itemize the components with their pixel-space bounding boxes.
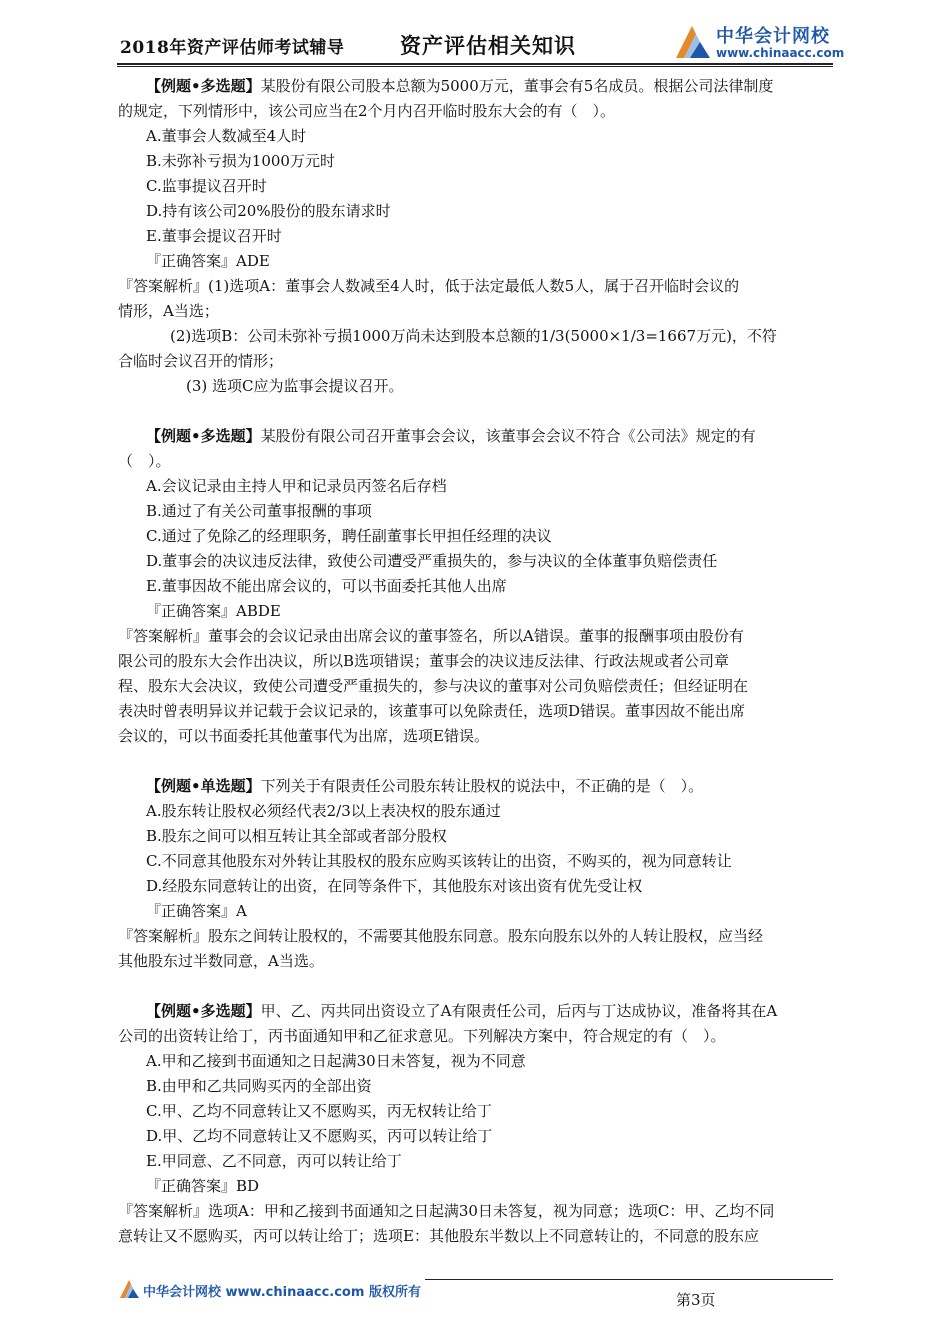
logo-name: 中华会计网校 — [716, 26, 830, 47]
header-center-title: 资产评估相关知识 — [400, 33, 576, 58]
q1-analysis-line: (3) 选项C应为监事会提议召开。 — [186, 377, 404, 395]
header-rule — [117, 63, 833, 65]
header-rule-thin — [117, 66, 833, 67]
q4-option-a: A.甲和乙接到书面通知之日起满30日未答复，视为不同意 — [146, 1052, 526, 1070]
q1-analysis-line: 情形，A当选； — [118, 302, 219, 320]
q2-stem-b: （ ）。 — [118, 452, 171, 470]
q4-option-b: B.由甲和乙共同购买丙的全部出资 — [146, 1077, 372, 1095]
footer-logo-icon — [118, 1278, 140, 1300]
q4-stem-a: 甲、乙、丙共同出资设立了A有限责任公司，后丙与丁达成协议，准备将其在A — [260, 1002, 778, 1020]
q1-option-d: D.持有该公司20%股份的股东请求时 — [146, 202, 391, 220]
q4-option-c: C.甲、乙均不同意转让又不愿购买，丙无权转让给丁 — [146, 1102, 492, 1120]
q3-option-c: C.不同意其他股东对外转让其股权的股东应购买该转让的出资，不购买的，视为同意转让 — [146, 852, 732, 870]
q4-tag: 【例题•多选题】 — [146, 1002, 261, 1020]
q1-option-b: B.未弥补亏损为1000万元时 — [146, 152, 335, 170]
q1-option-a: A.董事会人数减至4人时 — [146, 127, 307, 145]
q4-analysis-line: 『答案解析』选项A：甲和乙接到书面通知之日起满30日未答复，视为同意；选项C：甲、乙均不同 — [118, 1202, 775, 1220]
q1-tag: 【例题•多选题】 — [146, 77, 261, 95]
q1-stem — [118, 74, 836, 99]
q1-option-c: C.监事提议召开时 — [146, 177, 267, 195]
q2-option-b: B.通过了有关公司董事报酬的事项 — [146, 502, 372, 520]
q2-analysis-line: 程、股东大会决议，致使公司遭受严重损失的，参与决议的董事对公司负赔偿责任；但经证明在 — [118, 677, 749, 695]
q3-tag: 【例题•单选题】 — [146, 777, 261, 795]
q2-answer: 『正确答案』ABDE — [146, 602, 281, 620]
header-left-title: 2018年资产评估师考试辅导 — [120, 38, 345, 58]
q3-stem-a: 下列关于有限责任公司股东转让股权的说法中，不正确的是（ ）。 — [260, 777, 704, 795]
q1-analysis-line: 『答案解析』(1)选项A：董事会人数减至4人时，低于法定最低人数5人，属于召开临时会议的 — [118, 277, 740, 295]
footer-site-link[interactable]: 中华会计网校 www.chinaacc.com 版权所有 — [143, 1285, 421, 1300]
q1-stem-b: 的规定，下列情形中，该公司应当在2个月内召开临时股东大会的有（ ）。 — [118, 102, 616, 120]
q2-stem — [118, 424, 836, 449]
page-number: 第3页 — [676, 1291, 716, 1309]
q3-analysis-line: 其他股东过半数同意，A当选。 — [118, 952, 324, 970]
q2-analysis-line: 会议的，可以书面委托其他董事代为出席，选项E错误。 — [118, 727, 489, 745]
q3-answer: 『正确答案』A — [146, 902, 247, 920]
q4-option-e: E.甲同意、乙不同意，丙可以转让给丁 — [146, 1152, 402, 1170]
q3-analysis-line: 『答案解析』股东之间转让股权的，不需要其他股东同意。股东向股东以外的人转让股权，应当经 — [118, 927, 764, 945]
q1-option-e: E.董事会提议召开时 — [146, 227, 282, 245]
q2-stem-a: 某股份有限公司召开董事会会议，该董事会会议不符合《公司法》规定的有 — [260, 427, 756, 445]
q4-stem-b: 公司的出资转让给丁，丙书面通知甲和乙征求意见。下列解决方案中，符合规定的有（ ）。 — [118, 1027, 726, 1045]
footer-rule — [425, 1279, 833, 1280]
q4-analysis-line: 意转让又不愿购买，丙可以转让给丁；选项E：其他股东半数以上不同意转让的，不同意的股东应 — [118, 1227, 759, 1245]
q3-stem — [118, 774, 836, 799]
q4-option-d: D.甲、乙均不同意转让又不愿购买，丙可以转让给丁 — [146, 1127, 493, 1145]
document-body — [118, 74, 836, 1249]
logo-url: www.chinaacc.com — [716, 46, 845, 60]
q1-analysis-line: (2)选项B：公司未弥补亏损1000万尚未达到股本总额的1/3(5000×1/3=1667万元)，不符 — [170, 327, 777, 345]
q2-analysis-line: 表决时曾表明异议并记载于会议记录的，该董事可以免除责任，选项D错误。董事因故不能出席 — [118, 702, 746, 720]
q2-tag: 【例题•多选题】 — [146, 427, 261, 445]
q3-option-b: B.股东之间可以相互转让其全部或者部分股权 — [146, 827, 447, 845]
q2-option-e: E.董事因故不能出席会议的，可以书面委托其他人出席 — [146, 577, 507, 595]
q1-analysis-line: 合临时会议召开的情形； — [118, 352, 284, 370]
q2-option-d: D.董事会的决议违反法律，致使公司遭受严重损失的，参与决议的全体董事负赔偿责任 — [146, 552, 718, 570]
q2-analysis-line: 『答案解析』董事会的会议记录由出席会议的董事签名，所以A错误。董事的报酬事项由股份有 — [118, 627, 744, 645]
q2-option-c: C.通过了免除乙的经理职务，聘任副董事长甲担任经理的决议 — [146, 527, 552, 545]
q3-option-a: A.股东转让股权必须经代表2/3以上表决权的股东通过 — [146, 802, 501, 820]
q4-answer: 『正确答案』BD — [146, 1177, 260, 1195]
logo-mark-icon — [672, 22, 714, 62]
q3-option-d: D.经股东同意转让的出资，在同等条件下，其他股东对该出资有优先受让权 — [146, 877, 643, 895]
q1-answer: 『正确答案』ADE — [146, 252, 270, 270]
q4-stem — [118, 999, 836, 1024]
q2-analysis-line: 限公司的股东大会作出决议，所以B选项错误；董事会的决议违反法律、行政法规或者公司章 — [118, 652, 730, 670]
chinaacc-logo[interactable] — [672, 20, 852, 64]
q1-stem-a: 某股份有限公司股本总额为5000万元，董事会有5名成员。根据公司法律制度 — [260, 77, 774, 95]
q2-option-a: A.会议记录由主持人甲和记录员丙签名后存档 — [146, 477, 447, 495]
